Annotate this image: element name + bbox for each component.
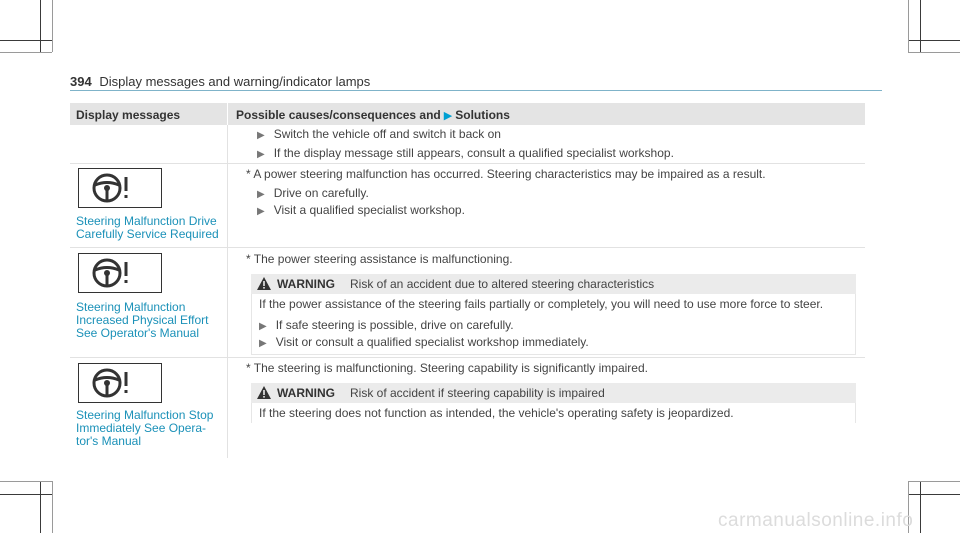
warning-subject: Risk of accident if steering capability is impaired (350, 386, 605, 400)
watermark: carmanualsonline.info (718, 510, 914, 531)
steering-wheel-warning-icon (78, 168, 162, 208)
row-divider (70, 163, 865, 164)
solution-step: ▶ Visit a qualified specialist workshop. (257, 203, 465, 217)
solution-step: ▶ Visit or consult a qualified specialist workshop immediately. (259, 335, 589, 349)
col-display-messages-header: Display messages (76, 108, 181, 122)
play-arrow-icon: ▶ (259, 338, 267, 349)
row-divider (70, 247, 865, 248)
display-message: Steering Malfunction Increased Physical Effort See Operator's Manual (76, 300, 209, 340)
row-divider (70, 357, 865, 358)
warning-body: If the power assistance of the steering fails partially or completely, you will need to use more force to steer. (259, 297, 824, 311)
warning-triangle-icon (257, 386, 271, 402)
table-header (70, 103, 865, 125)
warning-title: WARNING (277, 386, 335, 400)
display-messages-table (70, 103, 865, 458)
warning-triangle-icon (257, 277, 271, 293)
warning-box-header (251, 274, 856, 294)
section-title: Display messages and warning/indicator lamps (99, 74, 371, 89)
warning-subject: Risk of an accident due to altered steering characteristics (350, 277, 655, 291)
play-arrow-icon: ▶ (259, 321, 267, 332)
cause-text: * The power steering assistance is malfunctioning. (246, 252, 513, 266)
running-header (70, 74, 370, 89)
play-arrow-icon: ▶ (257, 189, 265, 200)
play-arrow-icon: ▶ (257, 149, 265, 160)
solution-step: ▶ Switch the vehicle off and switch it back on (257, 127, 501, 141)
solution-step: ▶ If safe steering is possible, drive on carefully. (259, 318, 514, 332)
play-arrow-icon: ▶ (257, 206, 265, 217)
solution-step: ▶ Drive on carefully. (257, 186, 369, 200)
cause-text: * The steering is malfunctioning. Steering capability is significantly impaired. (246, 361, 648, 375)
display-message: Steering Malfunction Stop Immediately See Opera- tor's Manual (76, 408, 214, 448)
play-arrow-icon: ▶ (257, 130, 265, 141)
warning-box-header (251, 383, 856, 403)
warning-body: If the steering does not function as intended, the vehicle's operating safety is jeopardized. (259, 406, 734, 420)
steering-wheel-warning-icon (78, 363, 162, 403)
cause-text: * A power steering malfunction has occurred. Steering characteristics may be impaired as a result. (246, 167, 766, 181)
play-arrow-icon: ▶ (443, 110, 453, 122)
page-number: 394 (70, 74, 92, 89)
warning-title: WARNING (277, 277, 335, 291)
solution-step: ▶ If the display message still appears, consult a qualified specialist workshop. (257, 146, 674, 160)
display-message: Steering Malfunction Drive Carefully Service Required (76, 214, 219, 241)
column-divider (227, 125, 228, 458)
header-rule (70, 90, 882, 91)
col-causes-header: Possible causes/consequences and ▶ Solutions (236, 108, 510, 122)
steering-wheel-warning-icon (78, 253, 162, 293)
